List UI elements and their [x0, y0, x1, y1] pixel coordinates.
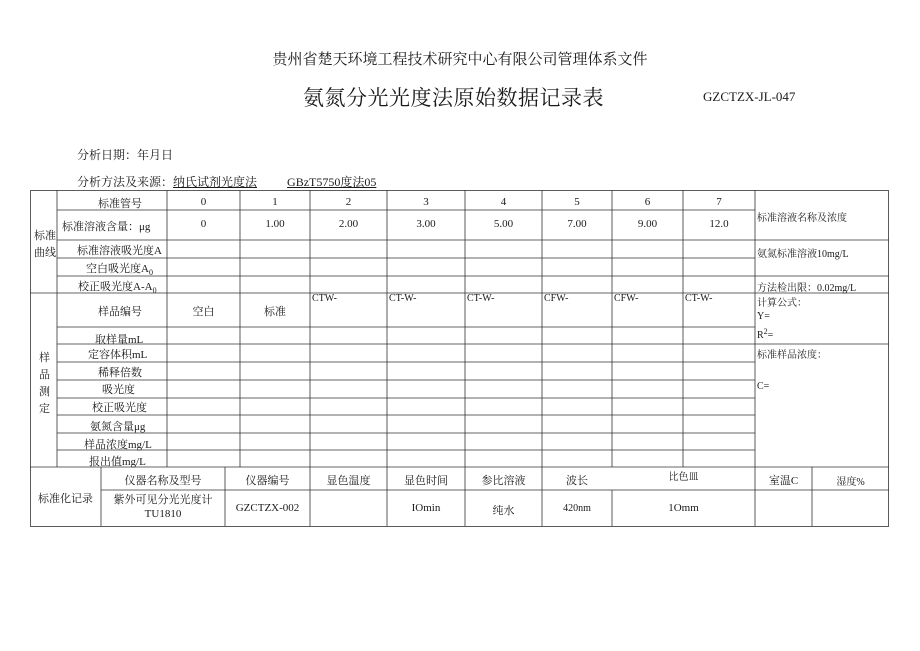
tube-number-cell: 2 — [345, 196, 352, 208]
content-cell: 1.00 — [265, 218, 285, 230]
sample-id-cell: CT-W- — [685, 293, 713, 304]
standardization-label: 标准化记录 — [38, 493, 93, 505]
sample-absorbance-label: 吸光度 — [102, 384, 135, 396]
wavelength-header: 波长 — [566, 475, 588, 487]
standard-sample-conc-label: 标准样品浓度： — [757, 350, 827, 361]
sample-number-label: 样品编号 — [98, 306, 142, 318]
color-time-value: IOmin — [411, 502, 441, 514]
sample-id-cell: CT-W- — [389, 293, 417, 304]
room-temp-header: 室温C — [768, 475, 799, 487]
standard-solution-name-label: 标准溶液名称及浓度 — [757, 213, 847, 224]
sample-section-label-4: 定 — [39, 403, 50, 415]
content-cell: 2.00 — [338, 218, 359, 230]
sample-id-cell: 空白 — [192, 306, 215, 318]
sample-concentration-label: 样品浓度mg/L — [84, 439, 152, 451]
cuvette-value: 1Omm — [668, 502, 699, 514]
sample-id-cell: CTW- — [312, 293, 337, 304]
content-cell: 9.00 — [637, 218, 658, 230]
instrument-name-header: 仪器名称及型号 — [124, 475, 202, 487]
method-name: 纳氏试剂光度法 — [173, 175, 258, 189]
analysis-date: 分析日期：年月日 — [77, 148, 174, 162]
sample-section-label-1: 样 — [39, 352, 50, 364]
tube-number-cell: 6 — [644, 196, 651, 208]
tube-number-cell: 0 — [200, 196, 207, 208]
wavelength-value: 420nm — [563, 503, 591, 514]
reported-value-label: 报出值mg/L — [89, 456, 146, 468]
tube-number-cell: 4 — [500, 196, 507, 208]
sample-corrected-label: 校正吸光度 — [92, 402, 147, 414]
reference-header: 参比溶液 — [481, 475, 526, 487]
sample-volume-label: 取样量mL — [95, 334, 144, 346]
corrected-absorbance-label: 校正吸光度$A-A_0$ — [78, 281, 157, 295]
sample-id-cell: CFW- — [614, 293, 639, 304]
method-prefix: 分析方法及来源： — [77, 175, 174, 189]
content-cell: 12.0 — [709, 218, 729, 230]
curve-section-label-1: 标准 — [34, 230, 56, 242]
standard-content-label: 标准溶液含量：μg — [62, 221, 151, 233]
tube-number-cell: 1 — [272, 196, 278, 208]
content-cell: 5.00 — [493, 218, 514, 230]
formula-label: 计算公式： — [757, 298, 807, 309]
document-title: 氨氮分光光度法原始数据记录表 — [303, 86, 604, 110]
formula-r2: $R^2=$ — [757, 327, 774, 341]
standard-absorbance-label: 标准溶液吸光度A — [77, 245, 162, 257]
sample-id-cell: CFW- — [544, 293, 569, 304]
formula-y: Y= — [757, 311, 770, 322]
sample-id-cell: 标准 — [264, 306, 286, 318]
final-volume-label: 定容体积mL — [88, 349, 148, 361]
organization-header: 贵州省楚天环境工程技术研究中心有限公司管理体系文件 — [272, 52, 648, 68]
content-cell: 7.00 — [567, 218, 587, 230]
blank-absorbance-label: 空白吸光度$A_0$ — [86, 263, 153, 277]
content-cell: 3.00 — [416, 218, 436, 230]
tube-number-cell: 5 — [574, 196, 580, 208]
instrument-name-line2: TU1810 — [144, 508, 182, 520]
instrument-no-header: 仪器编号 — [245, 475, 290, 487]
instrument-no-value: GZCTZX-002 — [235, 502, 300, 514]
tube-number-cell: 7 — [716, 196, 722, 208]
method-standard: GBzT5750度法05 — [287, 175, 377, 189]
color-temp-header: 显色温度 — [326, 475, 371, 487]
content-cell: 0 — [200, 218, 207, 230]
sample-section-label-3: 测 — [39, 386, 50, 398]
document-code: GZCTZX-JL-047 — [703, 89, 796, 104]
color-time-header: 显色时间 — [404, 475, 448, 487]
dilution-label: 稀释倍数 — [98, 367, 142, 379]
reference-value: 纯水 — [492, 505, 515, 517]
sample-section-label-2: 品 — [39, 369, 50, 381]
detection-limit: 方法检出限：0.02mg/L — [757, 283, 857, 294]
instrument-name-line1: 紫外可见分光光度计 — [113, 494, 213, 506]
c-value: C= — [757, 381, 770, 392]
cuvette-header: 比色皿 — [668, 472, 699, 483]
nh3-content-label: 氨氮含量μg — [90, 421, 146, 433]
humidity-header: 湿度% — [836, 477, 865, 488]
sample-id-cell: CT-W- — [467, 293, 495, 304]
curve-section-label-2: 曲线 — [34, 247, 56, 259]
tube-number-label: 标准管号 — [98, 198, 142, 210]
tube-number-cell: 3 — [423, 196, 429, 208]
standard-solution-value: 氨氮标准溶液10mg/L — [757, 249, 849, 260]
